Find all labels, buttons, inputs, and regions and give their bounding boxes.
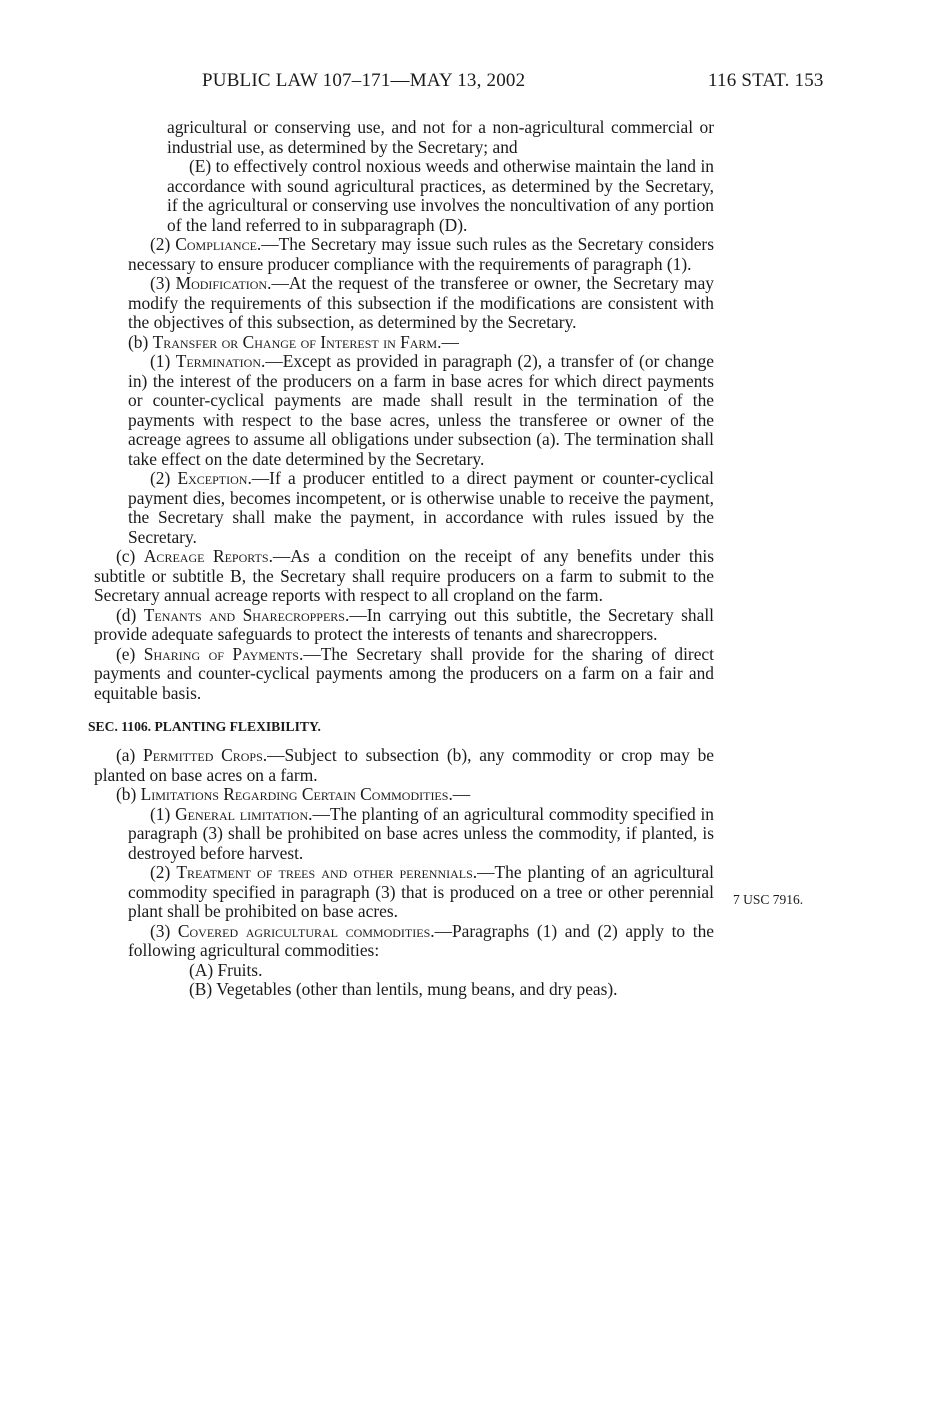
subparagraph-e: (E) to effectively control noxious weeds and otherwise maintain the land in accordance with sound agricultural practices, as determined by the Secretary, if the agricultural or conserving use involves the noncultivation of any portion of the land referred to in subparagraph (D). [167, 156, 714, 235]
subsection-heading: Limitations Regarding Certain Commodities [140, 784, 449, 804]
paragraph-heading: Covered agricultural commodities [177, 920, 431, 941]
subsection-e-sharing [94, 645, 714, 704]
paragraph-number: (2) [150, 234, 176, 254]
subsection-b-transfer [116, 333, 714, 353]
subsection-heading: Sharing of Payments [143, 643, 299, 664]
subsection-a-permitted-crops [94, 746, 714, 785]
paragraph-number: (1) [150, 803, 176, 824]
subsection-d-tenants [94, 606, 714, 645]
subsection-c-acreage-reports [94, 547, 714, 606]
paragraph-number: (1) [150, 351, 176, 371]
subsection-number: (c) [116, 546, 144, 566]
paragraph-number: (3) [150, 273, 176, 293]
paragraph-body: .—The Secretary may issue such rules as the Secretary considers necessary to ensure producer compliance with the requirements of paragraph (1). [128, 234, 714, 274]
subsection-b-limitations [116, 785, 714, 805]
paragraph-heading: General limitation [175, 803, 309, 824]
paragraph-heading: Compliance [175, 234, 257, 254]
paragraph-body: .—Except as provided in paragraph (2), a transfer of (or change in) the interest of the producers on a farm in base acres for which direct payments or counter-cyclical payments are made shall result in the termination of the payments with respect to the base acres, unless the transferee or owner of the acreage agrees to assume all obligations under subsection (a). The termination shall take effect on the date determined by the Secretary. [128, 351, 714, 469]
page-stat-number: 116 STAT. 153 [708, 70, 824, 91]
paragraph-number: (3) [150, 920, 178, 941]
paragraph-compliance [116, 235, 714, 274]
subsection-body: .—The Secretary shall provide for the sharing of direct payments and counter-cyclical payments among the producers on a farm on a fair and equitable basis. [94, 643, 714, 703]
subsection-number: (d) [116, 604, 144, 625]
subsection-number: (b) [128, 331, 153, 352]
usc-citation-margin-note: 7 USC 7916. [733, 892, 804, 907]
paragraph-body: .—The planting of an agricultural commodity specified in paragraph (3) shall be prohibited on base acres unless the commodity, if planted, is destroyed before harvest. [128, 803, 714, 863]
paragraph-body: .—At the request of the transferee or owner, the Secretary may modify the requirements of this subsection if the modifications are consistent with the objectives of this subsection, as determined by the Secretary. [128, 273, 714, 332]
paragraph-general-limitation [116, 805, 714, 864]
subsection-body: .—As a condition on the receipt of any benefits under this subtitle or subtitle B, the Secretary shall require producers on a farm to submit to the Secretary annual acreage reports with respect to all cropland on the farm. [94, 546, 714, 605]
subparagraph-b-vegetables: (B) Vegetables (other than lentils, mung beans, and dry peas). [189, 979, 618, 999]
paragraph-covered-commodities [116, 922, 714, 961]
paragraph-termination [116, 352, 714, 469]
subsection-body: .—In carrying out this subtitle, the Secretary shall provide adequate safeguards to protect the interests of tenants and sharecroppers. [94, 604, 714, 644]
subsection-heading: Transfer or Change of Interest in Farm [152, 331, 438, 352]
paragraph-heading: Termination [175, 351, 261, 371]
subparagraph-a-fruits: (A) Fruits. [189, 959, 263, 980]
subsection-heading: Tenants and Sharecroppers [143, 604, 345, 625]
section-heading: SEC. 1106. PLANTING FLEXIBILITY. [88, 719, 321, 734]
subsection-body: .—Subject to subsection (b), any commodity or crop may be planted on base acres on a farm. [94, 745, 714, 785]
paragraph-heading: Modification [175, 273, 268, 293]
paragraph-body: .—Paragraphs (1) and (2) apply to the following agricultural commodities: [128, 920, 714, 960]
paragraph-body: .—The planting of an agricultural commodity specified in paragraph (3) that is produced on a tree or other perennial plant shall be prohibited on base acres. [128, 862, 714, 921]
paragraph-number: (2) [150, 862, 177, 882]
paragraph-heading: Exception [177, 468, 248, 488]
body-text [88, 117, 714, 1000]
subsection-heading: Acreage Reports [143, 546, 269, 566]
subsection-body: .— [448, 784, 471, 804]
paragraph-body: .—If a producer entitled to a direct payment or counter-cyclical payment dies, becomes incompetent, or is otherwise unable to receive the payment, the Secretary shall make the payment, in accordance with rules issued by the Secretary. [128, 468, 714, 547]
subsection-number: (e) [116, 643, 144, 664]
paragraph-heading: Treatment of trees and other perennials [176, 862, 473, 882]
paragraph-modification [116, 274, 714, 333]
subsection-number: (a) [116, 745, 144, 765]
running-header-title: PUBLIC LAW 107–171—MAY 13, 2002 [202, 70, 526, 91]
subsection-number: (b) [116, 784, 141, 804]
paragraph-exception [116, 469, 714, 547]
subsection-body: .— [437, 331, 459, 352]
paragraph-continuation: agricultural or conserving use, and not for a non-agricultural commercial or industrial use, as determined by the Secretary; and [167, 117, 714, 157]
paragraph-number: (2) [150, 468, 178, 488]
paragraph-trees-perennials [116, 863, 714, 922]
subsection-heading: Permitted Crops [143, 745, 263, 765]
